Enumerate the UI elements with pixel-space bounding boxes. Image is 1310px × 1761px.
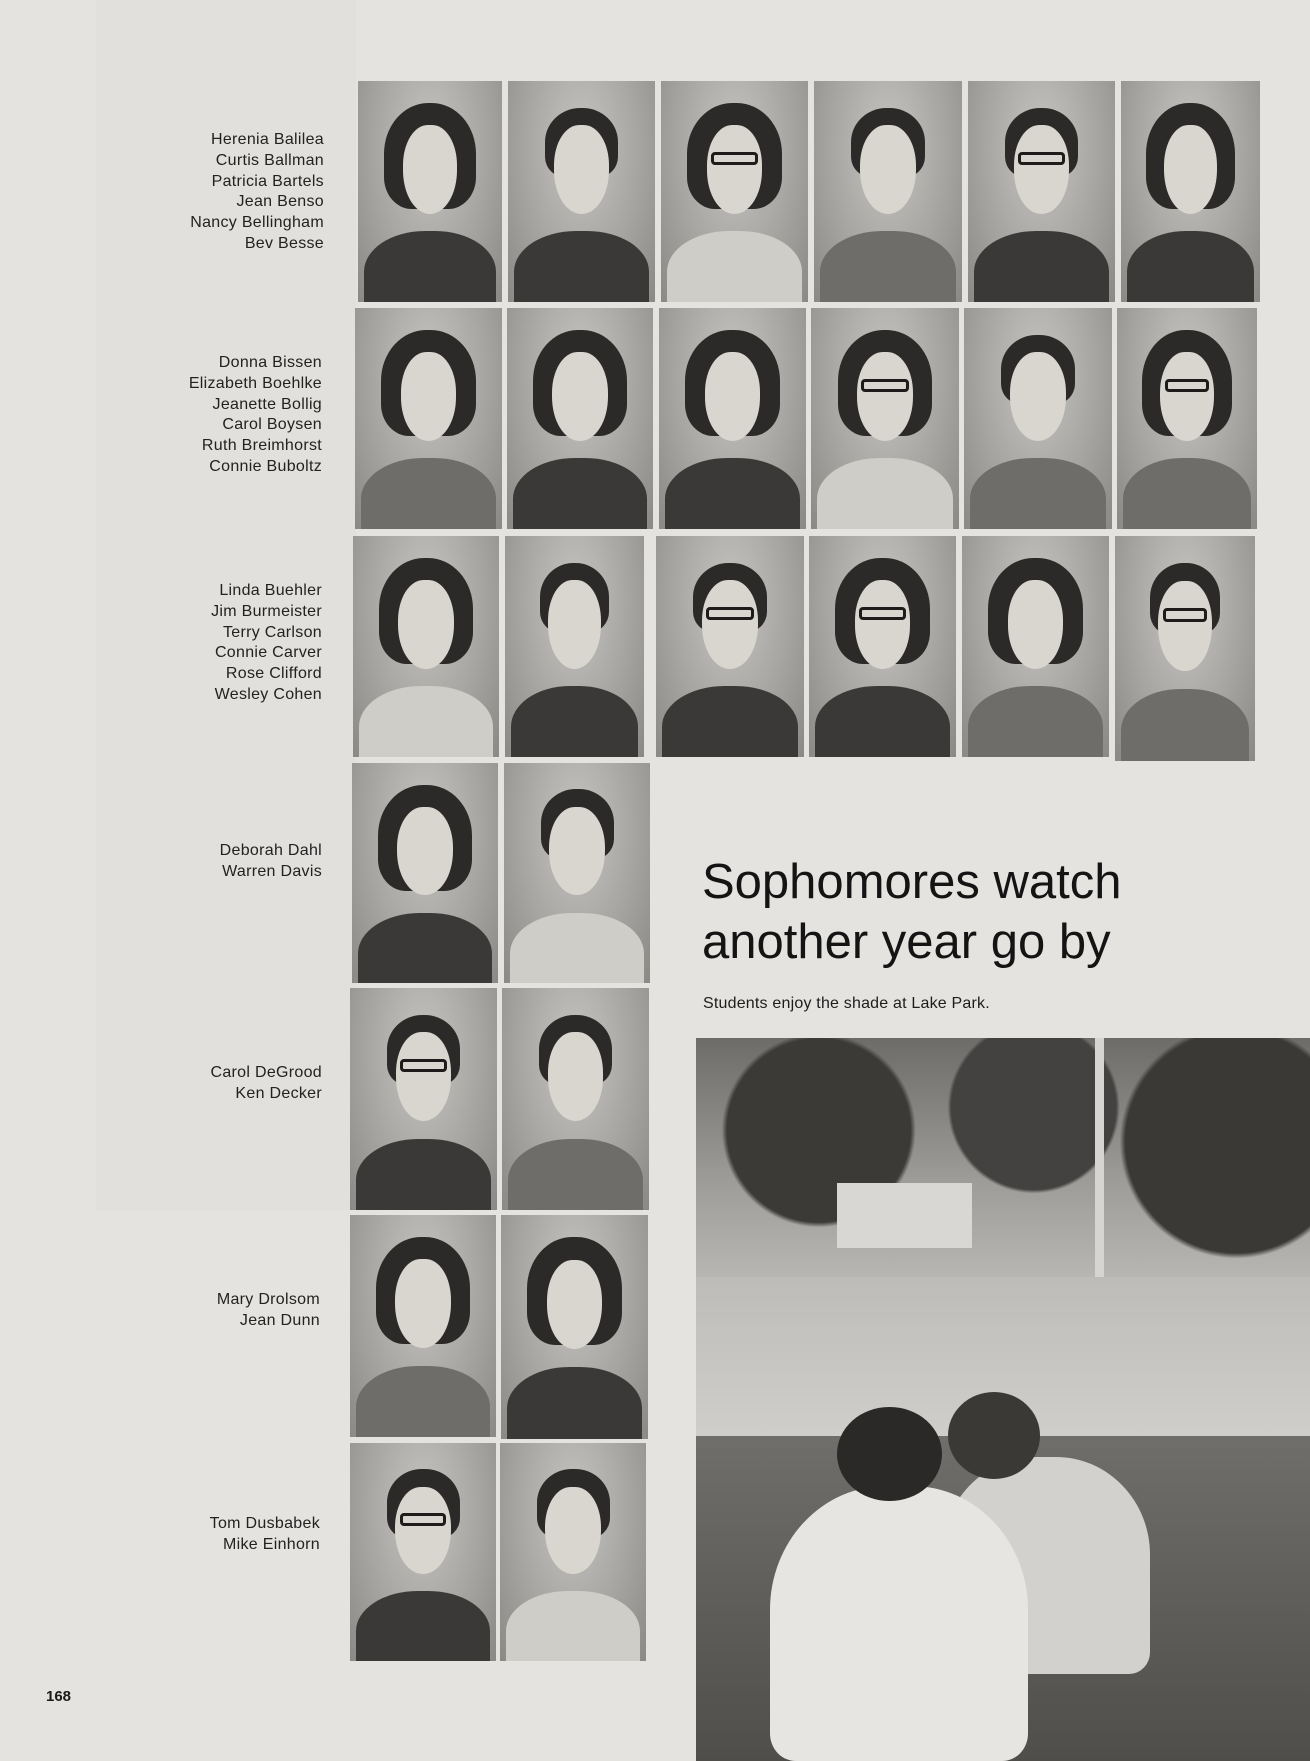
student-portrait <box>350 988 497 1210</box>
student-name: Elizabeth Boehlke <box>188 374 322 392</box>
student-name: Rose Clifford <box>225 665 322 683</box>
student-portrait <box>352 763 498 983</box>
student-name: Bev Besse <box>244 234 324 252</box>
photo-trees <box>696 1038 1310 1269</box>
student-name: Carol DeGrood <box>210 1064 322 1081</box>
student-name: Connie Buboltz <box>209 457 322 475</box>
names-row-4 <box>62 841 322 883</box>
student-portrait <box>1121 81 1260 302</box>
student-name: Patricia Bartels <box>211 172 324 190</box>
student-name: Ruth Breimhorst <box>201 437 322 455</box>
page-number: 168 <box>46 1688 72 1705</box>
student-name: Ken Decker <box>235 1084 322 1102</box>
photo-caption: Students enjoy the shade at Lake Park. <box>703 995 990 1012</box>
student-name: Connie Carver <box>214 644 322 662</box>
names-row-1 <box>64 130 324 255</box>
student-portrait <box>350 1443 496 1661</box>
student-portrait <box>962 536 1109 757</box>
student-name: Jean Dunn <box>239 1311 320 1329</box>
student-portrait <box>508 81 655 302</box>
student-name: Warren Davis <box>222 862 322 880</box>
photo-pole <box>1095 1038 1104 1277</box>
student-name: Curtis Ballman <box>215 151 324 169</box>
student-portrait <box>353 536 499 757</box>
student-name: Jim Burmeister <box>211 602 322 620</box>
student-name: Jean Benso <box>236 193 324 211</box>
student-portrait <box>358 81 502 302</box>
student-portrait <box>656 536 804 757</box>
names-row-6 <box>60 1290 320 1332</box>
student-name: Mike Einhorn <box>223 1535 320 1553</box>
student-name: Deborah Dahl <box>219 842 322 859</box>
student-portrait <box>507 308 653 529</box>
student-portrait <box>504 763 650 983</box>
student-portrait <box>814 81 962 302</box>
student-portrait <box>505 536 644 757</box>
student-portrait <box>500 1443 646 1661</box>
student-portrait <box>968 81 1115 302</box>
names-row-3 <box>62 581 322 706</box>
photo-student-head <box>837 1407 941 1501</box>
student-portrait <box>501 1215 648 1439</box>
student-name: Herenia Balilea <box>210 131 324 148</box>
student-name: Tom Dusbabek <box>209 1515 320 1532</box>
student-name: Terry Carlson <box>222 623 322 641</box>
student-name: Carol Boysen <box>222 416 322 434</box>
student-portrait <box>1117 308 1257 529</box>
photo-student <box>770 1486 1028 1761</box>
student-portrait <box>659 308 806 529</box>
student-name: Donna Bissen <box>218 354 322 371</box>
headline-line-2: another year go by <box>702 915 1111 969</box>
student-name: Nancy Bellingham <box>190 214 324 232</box>
student-name: Mary Drolsom <box>216 1291 320 1308</box>
student-portrait <box>809 536 956 757</box>
names-row-5 <box>62 1063 322 1105</box>
names-row-7 <box>60 1514 320 1556</box>
student-portrait <box>661 81 808 302</box>
photo-student-head <box>948 1392 1040 1479</box>
student-portrait <box>964 308 1112 529</box>
student-portrait <box>502 988 649 1210</box>
page-headline <box>702 852 1222 972</box>
headline-line-1: Sophomores watch <box>702 855 1122 909</box>
student-portrait <box>811 308 959 529</box>
names-row-2 <box>62 353 322 478</box>
student-name: Wesley Cohen <box>214 685 322 703</box>
student-portrait <box>350 1215 496 1437</box>
photo-house <box>837 1183 972 1248</box>
student-name: Jeanette Bollig <box>212 395 322 413</box>
lake-park-photo <box>696 1038 1310 1761</box>
student-portrait <box>355 308 502 529</box>
student-portrait <box>1115 536 1255 761</box>
student-name: Linda Buehler <box>219 582 322 599</box>
